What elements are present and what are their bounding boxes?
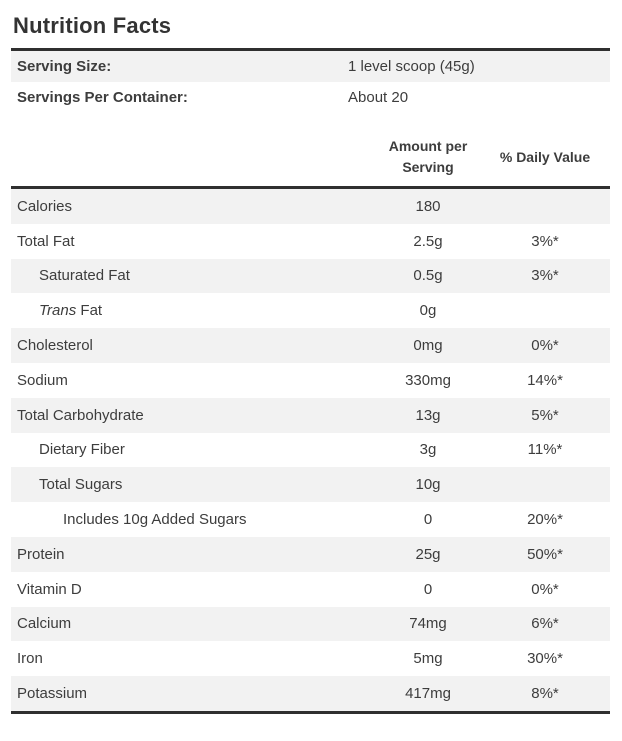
nutrient-label-text: Includes 10g Added Sugars [63, 511, 247, 529]
nutrient-label [11, 302, 376, 319]
nutrient-label-text: Total Sugars [39, 476, 123, 494]
nutrient-label [11, 476, 376, 493]
nutrient-rows [11, 189, 610, 711]
nutrient-label [11, 372, 376, 389]
serving-info-row [11, 82, 610, 113]
nutrient-label-text: Iron [17, 650, 43, 668]
nutrient-row [11, 224, 610, 259]
nutrient-row [11, 502, 610, 537]
nutrient-amount: 25g [415, 545, 441, 563]
nutrient-row [11, 363, 610, 398]
serving-info-label: Servings Per Container: [17, 89, 188, 106]
nutrient-daily-value: 0%* [531, 580, 559, 598]
nutrient-label-text: Protein [17, 545, 65, 563]
nutrient-row [11, 641, 610, 676]
nutrient-label [11, 546, 376, 563]
serving-info-label: Serving Size: [17, 58, 112, 75]
nutrient-label-text: Saturated Fat [39, 267, 130, 285]
nutrient-daily-value: 3%* [531, 232, 559, 250]
nutrient-daily-value: 30%* [527, 650, 563, 668]
nutrient-label-text: Total Fat [17, 232, 75, 250]
nutrient-label-text: Fat [80, 302, 103, 320]
nutrient-row [11, 467, 610, 502]
nutrient-label [11, 615, 376, 632]
nutrient-label [11, 407, 376, 424]
nutrient-label [11, 267, 376, 284]
column-headers [11, 136, 610, 186]
nutrient-daily-value: 20%* [527, 511, 563, 529]
nutrient-label [11, 233, 376, 250]
nutrient-row [11, 398, 610, 433]
nutrient-label-text: Calcium [17, 615, 72, 633]
nutrient-label [11, 198, 376, 215]
nutrient-row [11, 537, 610, 572]
nutrient-label-text: Potassium [17, 685, 88, 703]
page-title: Nutrition Facts [13, 13, 172, 38]
nutrient-label [11, 581, 376, 598]
nutrient-amount: 330mg [405, 371, 451, 389]
nutrient-amount: 0 [423, 511, 433, 529]
nutrient-daily-value: 8%* [531, 685, 559, 703]
nutrient-label [11, 685, 376, 702]
nutrient-label-text: Cholesterol [17, 337, 93, 355]
nutrient-label [11, 650, 376, 667]
nutrient-amount: 5mg [413, 650, 443, 668]
nutrient-label [11, 511, 376, 528]
nutrient-row [11, 189, 610, 224]
nutrient-label-text: Vitamin D [17, 580, 82, 598]
nutrient-row [11, 259, 610, 294]
nutrient-label-text: Dietary Fiber [39, 441, 125, 459]
nutrient-daily-value: 3%* [531, 267, 559, 285]
nutrient-amount: 180 [415, 197, 441, 215]
column-header-amount: Amount per Serving [388, 138, 468, 175]
nutrient-amount: 0.5g [413, 267, 443, 285]
nutrient-row [11, 328, 610, 363]
nutrient-label-text: Total Carbohydrate [17, 406, 144, 424]
nutrient-amount: 0 [423, 580, 433, 598]
nutrient-daily-value: 50%* [527, 545, 563, 563]
nutrient-amount: 0g [419, 302, 437, 320]
nutrient-daily-value: 14%* [527, 371, 563, 389]
nutrient-row [11, 293, 610, 328]
nutrient-row [11, 433, 610, 468]
nutrient-amount: 3g [419, 441, 437, 459]
nutrient-daily-value: 5%* [531, 406, 559, 424]
nutrient-label-text: Calories [17, 197, 73, 215]
nutrient-amount: 0mg [413, 337, 443, 355]
nutrient-amount: 13g [415, 406, 441, 424]
italic-label-prefix: Trans [39, 302, 77, 320]
column-header-daily-value: % Daily Value [499, 148, 591, 165]
nutrient-row [11, 607, 610, 642]
nutrient-row [11, 572, 610, 607]
serving-info-row [11, 51, 610, 82]
serving-info-value: About 20 [348, 89, 409, 106]
divider-bottom [11, 711, 610, 714]
nutrient-amount: 74mg [409, 615, 447, 633]
nutrient-label-text: Sodium [17, 371, 68, 389]
nutrient-row [11, 676, 610, 711]
nutrition-facts-panel [11, 13, 610, 714]
nutrient-label [11, 337, 376, 354]
serving-info-value: 1 level scoop (45g) [348, 58, 475, 75]
nutrient-amount: 2.5g [413, 232, 443, 250]
nutrient-label [11, 441, 376, 458]
nutrient-daily-value: 11%* [527, 441, 563, 459]
nutrient-amount: 417mg [405, 685, 451, 703]
nutrient-daily-value: 0%* [531, 337, 559, 355]
nutrient-amount: 10g [415, 476, 441, 494]
serving-info [11, 51, 610, 113]
nutrient-daily-value: 6%* [531, 615, 559, 633]
